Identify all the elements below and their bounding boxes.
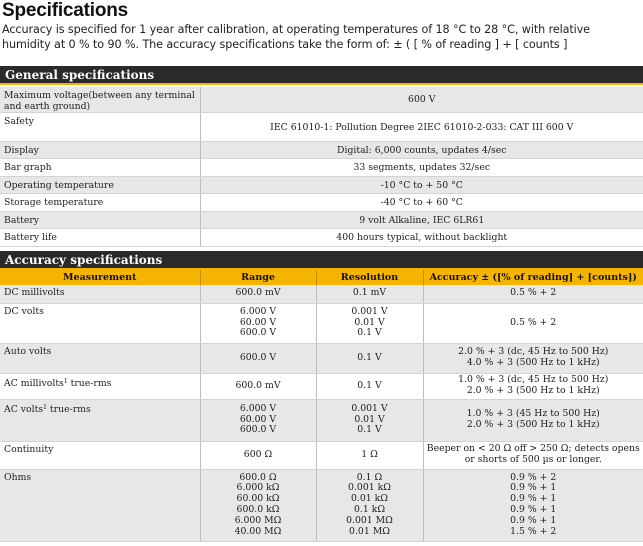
measurement-cell — [0, 343, 200, 373]
range-cell — [200, 469, 316, 541]
range-value: 60.00 V — [239, 316, 277, 328]
general-specs-heading: General specifications — [0, 66, 643, 85]
general-spec-row — [0, 194, 643, 212]
page-title: Specifications — [2, 0, 129, 21]
spec-value — [200, 194, 643, 212]
resolution-value: 0.01 V — [354, 413, 385, 425]
measurement-name: Ohms — [4, 471, 32, 483]
range-value: 600.0 Ω — [239, 471, 277, 483]
measurement-cell — [0, 441, 200, 469]
resolution-value: 0.001 kΩ — [348, 482, 391, 494]
resolution-cell — [316, 343, 423, 373]
spec-label — [0, 229, 200, 247]
spec-value-line: 600 V — [408, 94, 436, 105]
resolution-value: 0.1 V — [357, 424, 382, 436]
resolution-cell — [316, 399, 423, 441]
accuracy-value: 2.0 % + 3 (dc, 45 Hz to 500 Hz) — [458, 346, 609, 358]
range-cell — [200, 441, 316, 469]
spec-value — [200, 142, 643, 159]
resolution-value: 0.1 V — [357, 327, 382, 339]
spec-label-line: Operating temperature — [4, 180, 114, 191]
general-spec-row — [0, 229, 643, 247]
accuracy-cell — [423, 303, 643, 343]
accuracy-value: 2.0 % + 3 (500 Hz to 1 kHz) — [466, 385, 600, 396]
spec-value-line: IEC 61010-1: Pollution Degree 2 — [270, 121, 424, 133]
spec-value — [200, 177, 643, 194]
accuracy-row — [0, 399, 643, 441]
general-specs-table — [0, 87, 643, 247]
accuracy-row — [0, 373, 643, 399]
spec-label-line: Battery life — [4, 232, 57, 243]
accuracy-value: 0.9 % + 1 — [510, 493, 557, 505]
accuracy-value: 1.5 % + 2 — [510, 525, 557, 537]
resolution-cell — [316, 373, 423, 399]
spec-label-line: Maximum voltage — [4, 90, 89, 101]
range-cell — [200, 343, 316, 373]
measurement-name: AC millivolts — [4, 377, 64, 389]
spec-value-line: 9 volt Alkaline, IEC 6LR61 — [359, 214, 485, 226]
accuracy-row — [0, 469, 643, 541]
resolution-value: 0.1 kΩ — [353, 504, 386, 515]
measurement-cell — [0, 285, 200, 303]
resolution-cell — [316, 469, 423, 541]
spec-label — [0, 142, 200, 159]
range-value: 60.00 V — [239, 413, 277, 425]
spec-value — [200, 229, 643, 247]
accuracy-value: or shorts of 500 µs or longer. — [464, 454, 602, 465]
accuracy-value: 0.9 % + 1 — [510, 482, 557, 494]
spec-label-line: Battery — [4, 215, 40, 226]
resolution-cell — [316, 441, 423, 469]
range-value: 60.00 kΩ — [236, 493, 280, 505]
footnote-marker: 1 — [63, 377, 68, 385]
resolution-value: 0.1 mV — [352, 287, 387, 299]
spec-label-line: Display — [4, 145, 39, 156]
range-cell — [200, 399, 316, 441]
accuracy-specs-table — [0, 270, 643, 542]
resolution-value: 0.01 V — [354, 316, 385, 328]
resolution-value: 0.1 V — [357, 379, 382, 391]
spec-label-line: Safety — [4, 116, 34, 127]
range-cell — [200, 373, 316, 399]
accuracy-specs-heading: Accuracy specifications — [0, 251, 643, 270]
resolution-cell — [316, 285, 423, 303]
accuracy-row — [0, 303, 643, 343]
column-header: Accuracy ± ([% of reading] + [counts]) — [423, 270, 643, 285]
range-value: 600.0 V — [239, 424, 277, 436]
range-value: 600.0 mV — [235, 379, 281, 391]
resolution-value: 0.001 V — [351, 402, 388, 414]
measurement-suffix: true-rms — [67, 377, 112, 389]
range-value: 6.000 V — [239, 402, 277, 414]
spec-value-line: -10 °C to + 50 °C — [380, 179, 463, 191]
accuracy-cell — [423, 441, 643, 469]
spec-label — [0, 113, 200, 142]
general-spec-row — [0, 177, 643, 194]
accuracy-cell — [423, 399, 643, 441]
range-cell — [200, 303, 316, 343]
spec-value — [200, 113, 643, 142]
resolution-value: 0.01 MΩ — [349, 525, 390, 537]
intro-paragraph: Accuracy is specified for 1 year after calibration, at operating temperatures of 18 °C to 28 °C, with relative humidity at 0 % to 90 %. The accuracy specifications take the form of: ± ( [ % of reading ] + [ counts ] — [2, 23, 590, 51]
range-value: 600.0 V — [239, 327, 277, 339]
resolution-value: 0.1 V — [357, 351, 382, 363]
accuracy-row — [0, 343, 643, 373]
general-spec-row — [0, 212, 643, 229]
spec-label — [0, 159, 200, 177]
spec-label — [0, 177, 200, 194]
accuracy-value: 0.9 % + 1 — [510, 514, 557, 526]
measurement-name: AC volts — [4, 403, 44, 415]
measurement-name: Continuity — [4, 443, 54, 455]
range-value: 6.000 V — [239, 305, 277, 317]
accuracy-value: 0.5 % + 2 — [510, 316, 557, 328]
range-value: 600.0 V — [239, 351, 277, 363]
spec-value — [200, 159, 643, 177]
spec-label-line: Bar graph — [4, 162, 52, 173]
resolution-cell — [316, 303, 423, 343]
resolution-value: 0.001 MΩ — [346, 514, 393, 526]
accuracy-value: 1.0 % + 3 (45 Hz to 500 Hz) — [466, 408, 600, 420]
accuracy-cell — [423, 343, 643, 373]
column-header: Range — [200, 270, 316, 285]
accuracy-value: 0.9 % + 2 — [510, 471, 557, 483]
accuracy-value: 2.0 % + 3 (500 Hz to 1 kHz) — [466, 419, 600, 430]
spec-value-line: 33 segments, updates 32/sec — [353, 162, 491, 173]
measurement-cell — [0, 303, 200, 343]
resolution-value: 0.001 V — [351, 305, 388, 317]
accuracy-value: Beeper on < 20 Ω off > 250 Ω; detects opens — [426, 443, 640, 455]
accuracy-cell — [423, 285, 643, 303]
measurement-name: DC millivolts — [4, 287, 65, 298]
general-spec-row — [0, 113, 643, 142]
measurement-name: DC volts — [4, 305, 44, 317]
accuracy-value: 4.0 % + 3 (500 Hz to 1 kHz) — [466, 357, 600, 368]
accuracy-value: 0.5 % + 2 — [510, 287, 557, 299]
measurement-cell — [0, 373, 200, 399]
spec-value-line: Digital: 6,000 counts, updates 4/sec — [337, 144, 507, 156]
column-header: Measurement — [0, 270, 200, 285]
spec-label — [0, 194, 200, 212]
accuracy-cell — [423, 469, 643, 541]
resolution-value: 1 Ω — [361, 448, 378, 460]
measurement-suffix: true-rms — [46, 403, 91, 415]
general-spec-row — [0, 87, 643, 113]
measurement-cell — [0, 469, 200, 541]
spec-value-line: -40 °C to + 60 °C — [380, 197, 463, 208]
range-value: 600.0 kΩ — [236, 504, 280, 515]
spec-label-line: (between any terminal and earth ground) — [4, 90, 195, 112]
accuracy-value: 0.9 % + 1 — [510, 504, 557, 515]
range-value: 40.00 MΩ — [234, 525, 282, 537]
range-cell — [200, 285, 316, 303]
spec-label — [0, 87, 200, 113]
measurement-name: Auto volts — [4, 345, 52, 357]
resolution-value: 0.01 kΩ — [351, 493, 388, 505]
spec-value-line: IEC 61010-2-033: CAT III 600 V — [423, 121, 574, 133]
spec-label-line: Storage temperature — [4, 197, 104, 208]
range-value: 6.000 kΩ — [236, 482, 280, 494]
accuracy-row — [0, 441, 643, 469]
spec-value — [200, 212, 643, 229]
general-spec-row — [0, 142, 643, 159]
range-value: 6.000 MΩ — [234, 514, 282, 526]
column-header: Resolution — [316, 270, 423, 285]
footnote-marker: 1 — [43, 403, 47, 411]
accuracy-cell — [423, 373, 643, 399]
spec-value-line: 400 hours typical, without backlight — [336, 232, 508, 243]
range-value: 600.0 mV — [235, 287, 281, 299]
spec-value — [200, 87, 643, 113]
accuracy-row — [0, 285, 643, 303]
general-spec-row — [0, 159, 643, 177]
range-value: 600 Ω — [243, 448, 273, 460]
spec-label — [0, 212, 200, 229]
accuracy-value: 1.0 % + 3 (dc, 45 Hz to 500 Hz) — [458, 374, 609, 386]
measurement-cell — [0, 399, 200, 441]
resolution-value: 0.1 Ω — [356, 471, 383, 483]
